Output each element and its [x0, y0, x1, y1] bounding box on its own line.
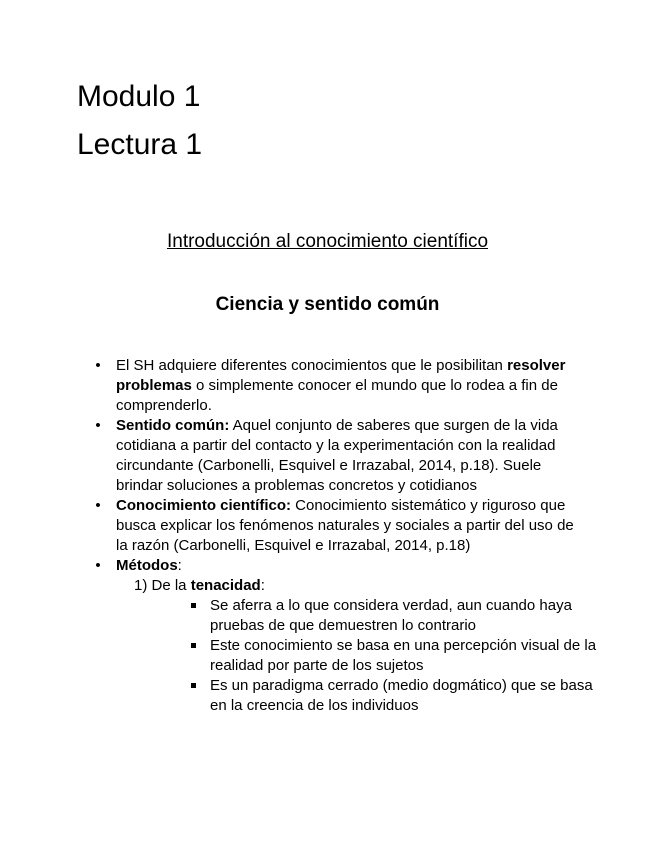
method-colon: : [260, 577, 265, 594]
bullet-icon: • [95, 497, 101, 514]
sublist-item-text: Es un paradigma cerrado (medio dogmático) que se basa en la creencia de los individuos [210, 677, 593, 714]
bullet-list [0, 356, 655, 716]
bullet-icon: • [95, 557, 101, 574]
bullet-icon: • [95, 357, 101, 374]
sublist-item [134, 636, 600, 676]
list-item-text: Aquel conjunto de saberes que surgen de la vida cotidiana a partir del contacto y la experimentación con la realidad circundante (Carbonelli, Esquivel e Irrazabal, 2014, p.18). Suele brindar soluciones a problemas concretos y cotidianos [116, 417, 558, 494]
square-bullet-icon [191, 603, 196, 608]
lecture-title: Lectura 1 [77, 128, 203, 161]
list-item-text: Conocimiento sistemático y riguroso que busca explicar los fenómenos naturales y sociales a partir del uso de la razón (Carbonelli, Esquivel e Irrazabal, 2014, p.18) [116, 497, 574, 554]
method-sublist [134, 596, 597, 716]
methods-colon: : [177, 557, 182, 574]
list-item [0, 356, 576, 416]
method-item [134, 576, 597, 716]
square-bullet-icon [191, 643, 196, 648]
bullet-icon: • [95, 417, 101, 434]
section-subtitle: Introducción al conocimiento científico [166, 231, 489, 252]
list-item-bold: resolver problemas [116, 357, 566, 394]
section-heading: Ciencia y sentido común [215, 294, 440, 315]
method-text: De la [147, 577, 191, 594]
methods-list [116, 576, 597, 716]
list-item [0, 556, 597, 716]
list-item-bold: Conocimiento científico: [116, 497, 292, 514]
list-item-text: o simplemente conocer el mundo que lo rodea a fin de comprenderlo. [116, 377, 558, 414]
methods-label: Métodos [116, 557, 178, 574]
square-bullet-icon [191, 683, 196, 688]
list-item-text: El SH adquiere diferentes conocimientos que le posibilitan [116, 357, 508, 374]
sublist-item [134, 596, 600, 636]
list-item [0, 496, 576, 556]
sublist-item-text: Se aferra a lo que considera verdad, aun cuando haya pruebas de que demuestren lo contrario [210, 597, 572, 634]
module-title: Modulo 1 [77, 80, 201, 113]
sublist-item-text: Este conocimiento se basa en una percepción visual de la realidad por parte de los sujetos [210, 637, 597, 674]
sublist-item [134, 676, 600, 716]
method-number: 1) [134, 577, 148, 594]
document-content [0, 356, 655, 716]
list-item [0, 416, 576, 496]
method-bold: tenacidad [190, 577, 261, 594]
list-item-bold: Sentido común: [116, 417, 230, 434]
